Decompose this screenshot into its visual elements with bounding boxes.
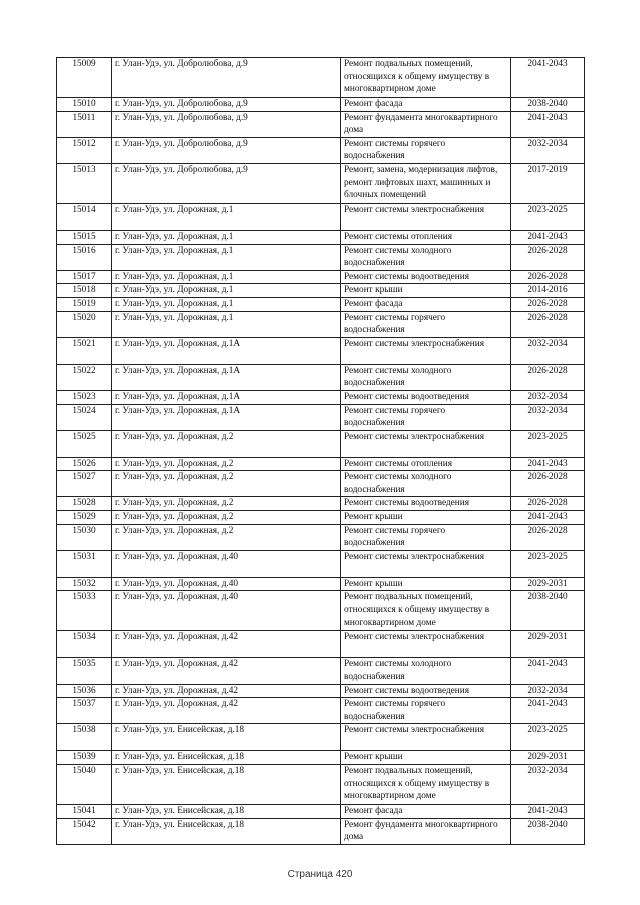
row-address: г. Улан-Удэ, ул. Добролюбова, д.9 [112,58,341,98]
table-row [57,111,585,137]
row-number: 15036 [57,684,112,698]
row-period: 2041-2043 [511,230,585,244]
row-address: г. Улан-Удэ, ул. Дорожная, д.2 [112,511,341,525]
row-period: 2032-2034 [511,137,585,163]
row-period: 2026-2028 [511,311,585,337]
row-address: г. Улан-Удэ, ул. Дорожная, д.1 [112,244,341,270]
page-number: Страница 420 [287,869,353,880]
row-number: 15030 [57,524,112,550]
row-number: 15025 [57,430,112,457]
table-row [57,591,585,631]
row-number: 15011 [57,111,112,137]
table-row [57,805,585,819]
table-row [57,631,585,658]
row-number: 15021 [57,337,112,364]
row-work-type: Ремонт фасада [341,98,511,112]
row-address: г. Улан-Удэ, ул. Енисейская, д.18 [112,724,341,751]
row-address: г. Улан-Удэ, ул. Дорожная, д.42 [112,698,341,724]
row-number: 15028 [57,497,112,511]
row-address: г. Улан-Удэ, ул. Добролюбова, д.9 [112,111,341,137]
row-work-type: Ремонт фундамента многоквартирного дома [341,818,511,844]
row-address: г. Улан-Удэ, ул. Дорожная, д.1 [112,297,341,311]
row-number: 15035 [57,658,112,684]
row-number: 15027 [57,471,112,497]
row-work-type: Ремонт системы горячего водоснабжения [341,311,511,337]
row-work-type: Ремонт системы холодного водоснабжения [341,658,511,684]
table-row [57,203,585,230]
table-row [57,244,585,270]
table-row [57,765,585,805]
row-address: г. Улан-Удэ, ул. Дорожная, д.1А [112,404,341,430]
row-period: 2023-2025 [511,724,585,751]
row-work-type: Ремонт подвальных помещений, относящихся к общему имуществу в многоквартирном доме [341,58,511,98]
row-number: 15019 [57,297,112,311]
row-address: г. Улан-Удэ, ул. Дорожная, д.2 [112,430,341,457]
repair-schedule-table [56,57,585,845]
table-row [57,58,585,98]
row-period: 2023-2025 [511,430,585,457]
row-work-type: Ремонт системы горячего водоснабжения [341,698,511,724]
row-period: 2014-2016 [511,284,585,298]
row-work-type: Ремонт системы холодного водоснабжения [341,471,511,497]
table-row [57,511,585,525]
row-period: 2026-2028 [511,524,585,550]
table-row [57,550,585,577]
row-address: г. Улан-Удэ, ул. Добролюбова, д.9 [112,137,341,163]
row-work-type: Ремонт крыши [341,577,511,591]
row-address: г. Улан-Удэ, ул. Дорожная, д.40 [112,591,341,631]
row-period: 2041-2043 [511,457,585,471]
row-work-type: Ремонт крыши [341,284,511,298]
row-number: 15018 [57,284,112,298]
row-work-type: Ремонт системы отопления [341,230,511,244]
row-period: 2032-2034 [511,404,585,430]
row-work-type: Ремонт системы горячего водоснабжения [341,404,511,430]
row-period: 2032-2034 [511,684,585,698]
table-row [57,471,585,497]
row-address: г. Улан-Удэ, ул. Дорожная, д.1А [112,337,341,364]
table-row [57,457,585,471]
row-address: г. Улан-Удэ, ул. Дорожная, д.1 [112,203,341,230]
row-address: г. Улан-Удэ, ул. Дорожная, д.1 [112,284,341,298]
row-work-type: Ремонт системы холодного водоснабжения [341,244,511,270]
row-period: 2023-2025 [511,203,585,230]
table-body [57,58,585,845]
row-work-type: Ремонт подвальных помещений, относящихся к общему имуществу в многоквартирном доме [341,591,511,631]
row-period: 2041-2043 [511,658,585,684]
row-work-type: Ремонт крыши [341,751,511,765]
row-work-type: Ремонт крыши [341,511,511,525]
row-address: г. Улан-Удэ, ул. Дорожная, д.40 [112,577,341,591]
row-work-type: Ремонт системы водоотведения [341,684,511,698]
row-period: 2038-2040 [511,591,585,631]
row-number: 15022 [57,364,112,390]
row-address: г. Улан-Удэ, ул. Добролюбова, д.9 [112,98,341,112]
row-number: 15017 [57,270,112,284]
row-period: 2026-2028 [511,297,585,311]
table-row [57,658,585,684]
row-address: г. Улан-Удэ, ул. Дорожная, д.2 [112,471,341,497]
row-period: 2023-2025 [511,550,585,577]
row-address: г. Улан-Удэ, ул. Дорожная, д.1 [112,230,341,244]
row-period: 2029-2031 [511,577,585,591]
row-number: 15032 [57,577,112,591]
row-period: 2032-2034 [511,765,585,805]
row-address: г. Улан-Удэ, ул. Дорожная, д.1А [112,364,341,390]
table-row [57,497,585,511]
row-number: 15026 [57,457,112,471]
row-address: г. Улан-Удэ, ул. Енисейская, д.18 [112,818,341,844]
row-work-type: Ремонт фасада [341,805,511,819]
row-period: 2026-2028 [511,497,585,511]
row-number: 15023 [57,390,112,404]
row-address: г. Улан-Удэ, ул. Енисейская, д.18 [112,805,341,819]
table-row [57,751,585,765]
row-period: 2029-2031 [511,631,585,658]
row-work-type: Ремонт системы электроснабжения [341,631,511,658]
table-row [57,364,585,390]
row-work-type: Ремонт системы холодного водоснабжения [341,364,511,390]
row-work-type: Ремонт системы электроснабжения [341,203,511,230]
table-row [57,137,585,163]
row-work-type: Ремонт системы водоотведения [341,390,511,404]
row-number: 15034 [57,631,112,658]
table-row [57,818,585,844]
row-number: 15015 [57,230,112,244]
row-address: г. Улан-Удэ, ул. Дорожная, д.42 [112,631,341,658]
row-address: г. Улан-Удэ, ул. Дорожная, д.1 [112,270,341,284]
row-number: 15013 [57,163,112,203]
row-number: 15010 [57,98,112,112]
row-number: 15038 [57,724,112,751]
row-number: 15033 [57,591,112,631]
table-row [57,230,585,244]
row-work-type: Ремонт подвальных помещений, относящихся к общему имуществу в многоквартирном доме [341,765,511,805]
row-period: 2029-2031 [511,751,585,765]
row-work-type: Ремонт системы электроснабжения [341,337,511,364]
row-work-type: Ремонт системы водоотведения [341,270,511,284]
row-period: 2041-2043 [511,511,585,525]
row-period: 2041-2043 [511,111,585,137]
row-work-type: Ремонт, замена, модернизация лифтов, ремонт лифтовых шахт, машинных и блочных помещений [341,163,511,203]
table-row [57,390,585,404]
row-address: г. Улан-Удэ, ул. Дорожная, д.42 [112,658,341,684]
row-work-type: Ремонт фундамента многоквартирного дома [341,111,511,137]
row-address: г. Улан-Удэ, ул. Дорожная, д.42 [112,684,341,698]
row-address: г. Улан-Удэ, ул. Дорожная, д.1А [112,390,341,404]
row-period: 2026-2028 [511,471,585,497]
row-address: г. Улан-Удэ, ул. Добролюбова, д.9 [112,163,341,203]
table-row [57,524,585,550]
row-address: г. Улан-Удэ, ул. Енисейская, д.18 [112,765,341,805]
row-period: 2026-2028 [511,244,585,270]
table-row [57,98,585,112]
row-number: 15016 [57,244,112,270]
row-work-type: Ремонт системы электроснабжения [341,724,511,751]
table-row [57,163,585,203]
row-period: 2038-2040 [511,818,585,844]
row-period: 2026-2028 [511,364,585,390]
table-row [57,284,585,298]
table-row [57,430,585,457]
row-number: 15042 [57,818,112,844]
row-work-type: Ремонт системы горячего водоснабжения [341,524,511,550]
row-period: 2041-2043 [511,698,585,724]
row-number: 15039 [57,751,112,765]
row-work-type: Ремонт фасада [341,297,511,311]
table-row [57,684,585,698]
table-row [57,404,585,430]
row-period: 2041-2043 [511,805,585,819]
row-number: 15037 [57,698,112,724]
row-work-type: Ремонт системы водоотведения [341,497,511,511]
table-row [57,297,585,311]
row-work-type: Ремонт системы электроснабжения [341,550,511,577]
table-row [57,337,585,364]
row-period: 2017-2019 [511,163,585,203]
table-row [57,311,585,337]
row-period: 2038-2040 [511,98,585,112]
table-row [57,724,585,751]
row-period: 2041-2043 [511,58,585,98]
row-work-type: Ремонт системы отопления [341,457,511,471]
row-number: 15014 [57,203,112,230]
row-address: г. Улан-Удэ, ул. Дорожная, д.2 [112,497,341,511]
table-row [57,698,585,724]
row-period: 2032-2034 [511,337,585,364]
row-number: 15029 [57,511,112,525]
row-address: г. Улан-Удэ, ул. Дорожная, д.40 [112,550,341,577]
row-number: 15009 [57,58,112,98]
row-number: 15020 [57,311,112,337]
table-row [57,577,585,591]
row-number: 15041 [57,805,112,819]
row-address: г. Улан-Удэ, ул. Енисейская, д.18 [112,751,341,765]
row-period: 2026-2028 [511,270,585,284]
row-address: г. Улан-Удэ, ул. Дорожная, д.2 [112,457,341,471]
row-work-type: Ремонт системы электроснабжения [341,430,511,457]
row-number: 15012 [57,137,112,163]
row-address: г. Улан-Удэ, ул. Дорожная, д.1 [112,311,341,337]
row-number: 15031 [57,550,112,577]
row-period: 2032-2034 [511,390,585,404]
row-work-type: Ремонт системы горячего водоснабжения [341,137,511,163]
row-number: 15024 [57,404,112,430]
row-number: 15040 [57,765,112,805]
row-address: г. Улан-Удэ, ул. Дорожная, д.2 [112,524,341,550]
table-row [57,270,585,284]
